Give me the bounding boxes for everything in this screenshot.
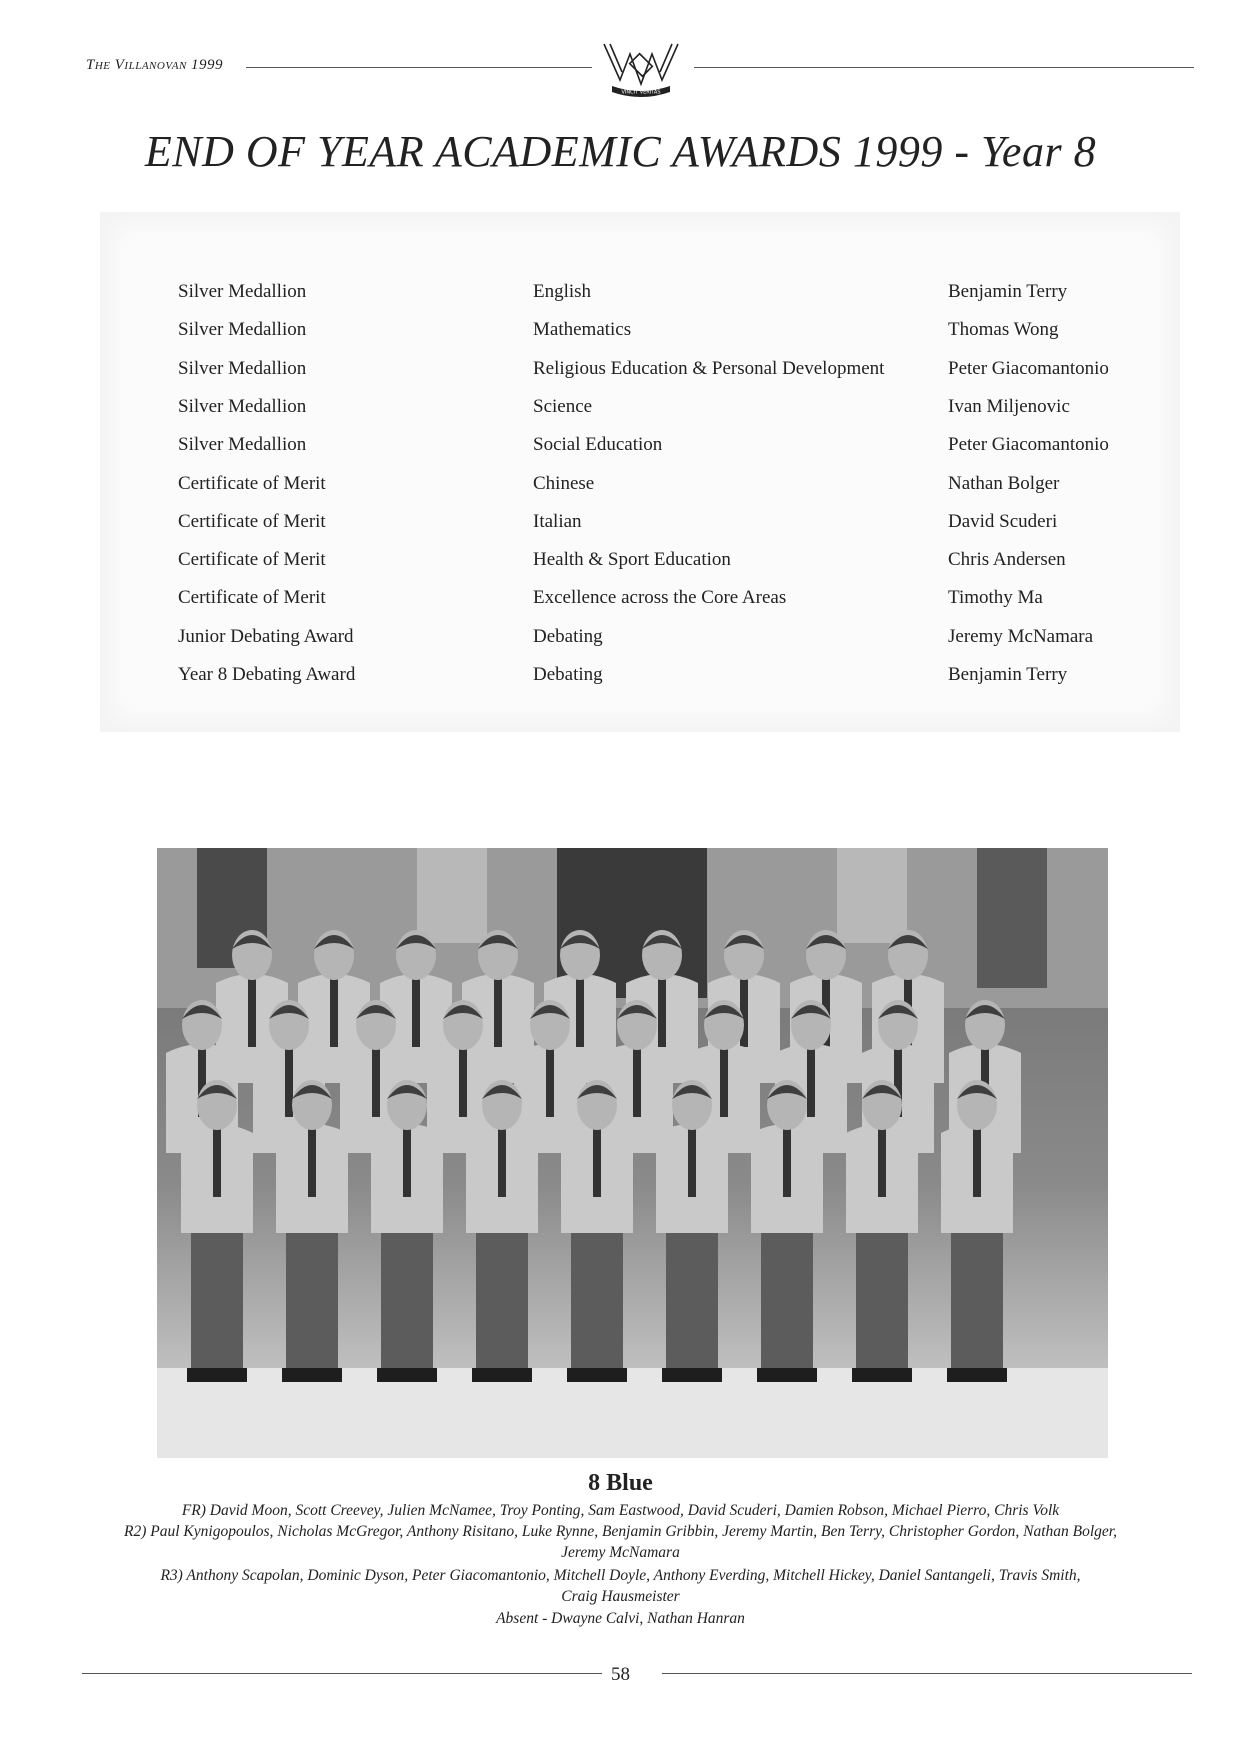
award-recipient: Ivan Miljenovic — [948, 395, 1070, 417]
award-row — [0, 549, 1241, 579]
award-row — [0, 626, 1241, 656]
award-row — [0, 358, 1241, 388]
award-subject: Social Education — [533, 434, 663, 456]
award-recipient: Peter Giacomantonio — [948, 357, 1109, 379]
award-recipient: David Scuderi — [948, 510, 1058, 532]
photo-caption-title: 8 Blue — [588, 1470, 653, 1496]
award-name: Year 8 Debating Award — [178, 664, 356, 685]
award-recipient: Benjamin Terry — [948, 664, 1068, 685]
award-subject: Debating — [533, 664, 603, 685]
award-row — [0, 587, 1241, 617]
caption-row-2-cont: Jeremy McNamara — [561, 1544, 680, 1561]
award-recipient: Thomas Wong — [948, 319, 1059, 341]
award-row — [0, 281, 1241, 311]
page-number: 58 — [611, 1664, 630, 1685]
award-name: Certificate of Merit — [178, 587, 326, 609]
award-name: Silver Medallion — [178, 319, 307, 341]
header-rule-left — [246, 67, 592, 68]
award-row — [0, 664, 1241, 694]
crest-motto: VINCIT VERITAS — [621, 89, 661, 96]
award-row — [0, 319, 1241, 349]
award-name: Silver Medallion — [178, 281, 307, 302]
award-recipient: Chris Andersen — [948, 549, 1066, 571]
award-recipient: Nathan Bolger — [948, 472, 1060, 494]
header-rule-right — [694, 67, 1194, 68]
award-subject: Mathematics — [533, 319, 632, 341]
publication-year: 1999 — [191, 57, 224, 73]
award-name: Certificate of Merit — [178, 510, 326, 532]
publication-name: The Villanovan — [86, 57, 187, 73]
award-recipient: Timothy Ma — [948, 587, 1043, 609]
award-row — [0, 473, 1241, 503]
award-name: Silver Medallion — [178, 434, 307, 456]
award-name: Junior Debating Award — [178, 625, 354, 647]
class-photo — [157, 848, 1108, 1458]
caption-front-row: FR) David Moon, Scott Creevey, Julien McNamee, Troy Ponting, Sam Eastwood, David Scuderi, Damien Robson, Michael Pierro, Chris Volk — [181, 1502, 1060, 1519]
award-subject: Excellence across the Core Areas — [533, 587, 787, 609]
award-name: Certificate of Merit — [178, 472, 326, 494]
page-title: END OF YEAR ACADEMIC AWARDS 1999 - Year 8 — [144, 127, 1097, 176]
award-subject: Chinese — [533, 472, 595, 494]
caption-row-2: R2) Paul Kynigopoulos, Nicholas McGregor, Anthony Risitano, Luke Rynne, Benjamin Gribbin, Jeremy Martin, Ben Terry, Christopher Gordon, Nathan Bolger, — [124, 1523, 1117, 1540]
award-row — [0, 434, 1241, 464]
caption-row-3: R3) Anthony Scapolan, Dominic Dyson, Peter Giacomantonio, Mitchell Doyle, Anthony Everding, Mitchell Hickey, Daniel Santangeli, Travis Smith, — [160, 1567, 1081, 1584]
award-subject: Debating — [533, 625, 603, 647]
award-name: Silver Medallion — [178, 357, 307, 379]
award-subject: Science — [533, 395, 593, 417]
award-recipient: Jeremy McNamara — [948, 625, 1094, 647]
caption-row-3-cont: Craig Hausmeister — [561, 1588, 680, 1605]
award-subject: English — [533, 281, 592, 302]
award-recipient: Peter Giacomantonio — [948, 434, 1109, 456]
award-subject: Religious Education & Personal Development — [533, 357, 885, 379]
award-row — [0, 511, 1241, 541]
school-crest-icon — [598, 40, 684, 100]
award-row — [0, 396, 1241, 426]
caption-absent: Absent - Dwayne Calvi, Nathan Hanran — [496, 1610, 745, 1627]
running-header — [86, 57, 223, 74]
award-subject: Health & Sport Education — [533, 549, 731, 571]
award-subject: Italian — [533, 510, 582, 532]
award-name: Certificate of Merit — [178, 549, 326, 571]
award-name: Silver Medallion — [178, 395, 307, 417]
award-recipient: Benjamin Terry — [948, 281, 1068, 302]
footer-rule-right — [662, 1673, 1192, 1674]
